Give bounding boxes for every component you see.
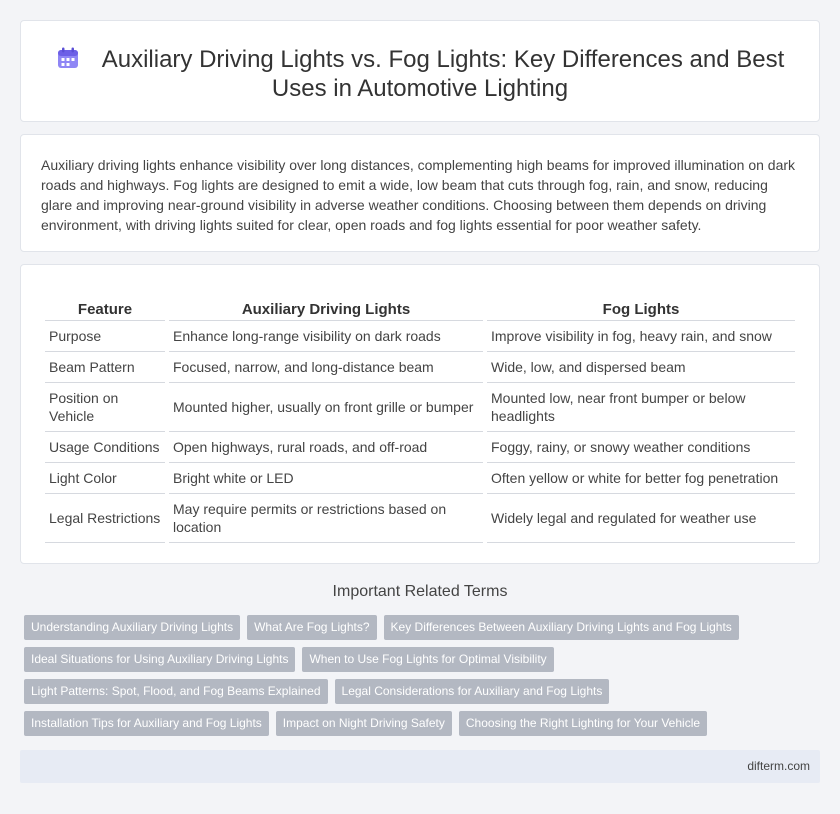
feature-cell: Light Color [45,463,165,494]
footer-bar [20,750,820,783]
feature-cell: Position on Vehicle [45,383,165,432]
auxiliary-cell: Enhance long-range visibility on dark roads [169,321,483,352]
footer-site-link[interactable]: difterm.com [747,759,810,773]
table-header-row [45,295,795,321]
intro-card [20,134,820,252]
header-fog: Fog Lights [487,295,795,321]
auxiliary-cell: May require permits or restrictions based on location [169,494,483,543]
comparison-table [41,295,799,543]
related-tag[interactable]: Ideal Situations for Using Auxiliary Driving Lights [24,647,295,672]
header-feature: Feature [45,295,165,321]
feature-cell: Beam Pattern [45,352,165,383]
related-tag-row [24,615,746,640]
related-tag[interactable]: Installation Tips for Auxiliary and Fog Lights [24,711,269,736]
comparison-card [20,264,820,564]
related-tag[interactable]: Key Differences Between Auxiliary Driving Lights and Fog Lights [384,615,739,640]
table-row [45,383,795,432]
title-card [20,20,820,122]
auxiliary-cell: Mounted higher, usually on front grille or bumper [169,383,483,432]
header-auxiliary: Auxiliary Driving Lights [169,295,483,321]
related-tag[interactable]: Understanding Auxiliary Driving Lights [24,615,240,640]
related-tag-row [24,647,561,672]
fog-cell: Mounted low, near front bumper or below headlights [487,383,795,432]
related-tag[interactable]: Choosing the Right Lighting for Your Vehicle [459,711,707,736]
auxiliary-cell: Open highways, rural roads, and off-road [169,432,483,463]
related-tag[interactable]: Legal Considerations for Auxiliary and Fog Lights [335,679,610,704]
auxiliary-cell: Bright white or LED [169,463,483,494]
feature-cell: Purpose [45,321,165,352]
page-title-wrap [51,45,789,103]
related-tag[interactable]: Light Patterns: Spot, Flood, and Fog Beams Explained [24,679,328,704]
feature-cell: Usage Conditions [45,432,165,463]
related-tag[interactable]: What Are Fog Lights? [247,615,376,640]
fog-cell: Improve visibility in fog, heavy rain, and snow [487,321,795,352]
related-tag-row [24,711,714,736]
related-tag[interactable]: Impact on Night Driving Safety [276,711,452,736]
related-terms-title: Important Related Terms [332,583,508,600]
related-tag[interactable]: When to Use Fog Lights for Optimal Visibility [302,647,553,672]
calendar-icon [56,46,80,70]
fog-cell: Foggy, rainy, or snowy weather conditions [487,432,795,463]
table-row [45,494,795,543]
table-row [45,463,795,494]
feature-cell: Legal Restrictions [45,494,165,543]
table-row [45,352,795,383]
fog-cell: Widely legal and regulated for weather use [487,494,795,543]
intro-paragraph: Auxiliary driving lights enhance visibility over long distances, complementing high beams for improved illumination on dark roads and highways. Fog lights are designed to emit a wide, low beam that cuts through fog, rain, and snow, reducing glare and improving near-ground visibility in adverse weather conditions. Choosing between them depends on driving environment, with driving lights suited for clear, open roads and fog lights essential for poor weather safety. [41,157,796,233]
table-row [45,432,795,463]
page-title: Auxiliary Driving Lights vs. Fog Lights: Key Differences and Best Uses in Automotive Lighting [101,46,785,102]
fog-cell: Often yellow or white for better fog penetration [487,463,795,494]
fog-cell: Wide, low, and dispersed beam [487,352,795,383]
auxiliary-cell: Focused, narrow, and long-distance beam [169,352,483,383]
related-tag-row [24,679,616,704]
table-row [45,321,795,352]
